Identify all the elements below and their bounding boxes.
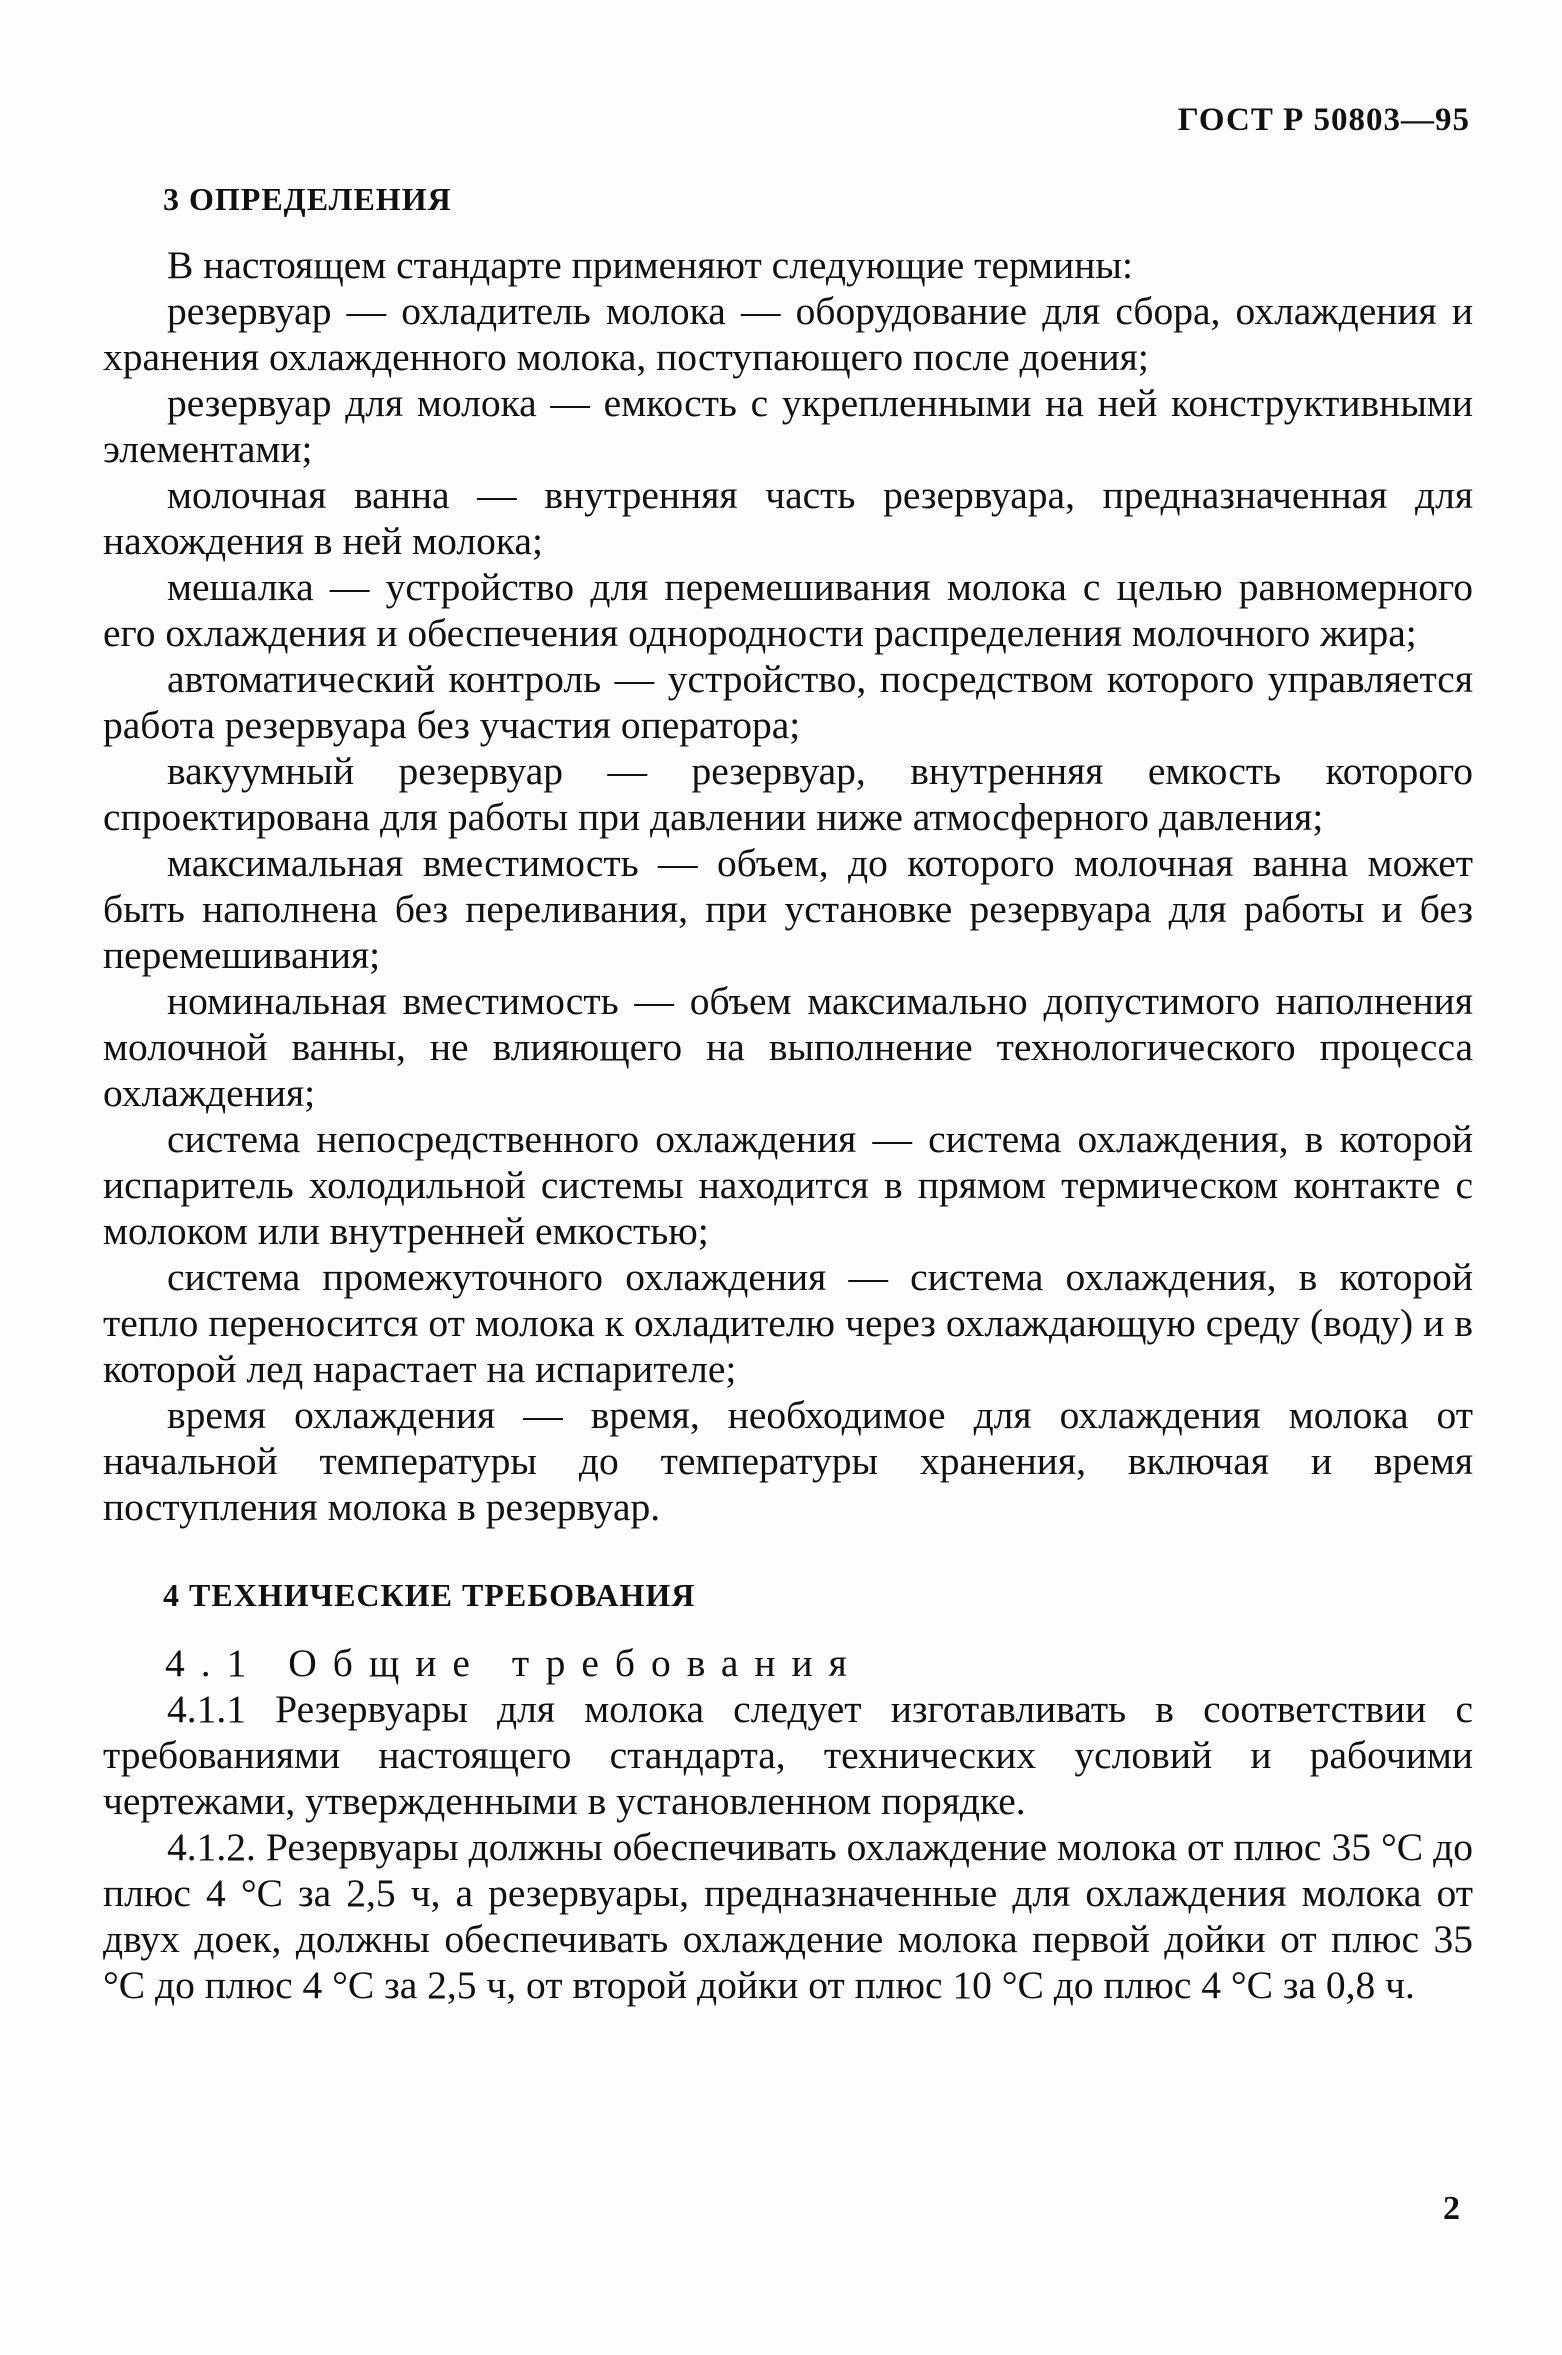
page-content: [103, 176, 1473, 2008]
definition-paragraph: вакуумный резервуар — резервуар, внутренняя емкость которого спроектирована для работы при давлении ниже атмосферного давления;: [103, 749, 1473, 839]
definition-paragraph: резервуар для молока — емкость с укрепленными на ней конструктивными элементами;: [103, 381, 1473, 471]
definition-paragraph: автоматический контроль — устройство, посредством которого управляется работа резервуара без участия оператора;: [103, 657, 1473, 747]
definition-paragraph: система промежуточного охлаждения — система охлаждения, в которой тепло переносится от молока к охладителю через охлаждающую среду (воду) и в которой лед нарастает на испарителе;: [103, 1255, 1473, 1391]
definition-paragraph: максимальная вместимость — объем, до которого молочная ванна может быть наполнена без переливания, при установке резервуара для работы и без перемешивания;: [103, 841, 1473, 977]
requirement-paragraph: 4.1.2. Резервуары должны обеспечивать охлаждение молока от плюс 35 °С до плюс 4 °С за 2,5 ч, а резервуары, предназначенные для охлаждения молока от двух доек, должны обеспечивать охлаждение молока первой дойки от плюс 35 °С до плюс 4 °С за 2,5 ч, от второй дойки от плюс 10 °С до плюс 4 °С за 0,8 ч.: [103, 1825, 1473, 2007]
definition-paragraph: мешалка — устройство для перемешивания молока с целью равномерного его охлаждения и обеспечения однородности распределения молочного жира;: [103, 565, 1473, 655]
section-3-intro: В настоящем стандарте применяют следующие термины:: [167, 243, 1133, 287]
section-4-title: 4 ТЕХНИЧЕСКИЕ ТРЕБОВАНИЯ: [163, 1577, 696, 1613]
definition-paragraph: молочная ванна — внутренняя часть резервуара, предназначенная для нахождения в ней молока;: [103, 473, 1473, 563]
page-number: 2: [1443, 2190, 1460, 2227]
subsection-4-1-title: 4.1 Общие требования: [165, 1641, 863, 1685]
definition-paragraph: система непосредственного охлаждения — система охлаждения, в которой испаритель холодильной системы находится в прямом термическом контакте с молоком или внутренней емкостью;: [103, 1117, 1473, 1253]
definition-paragraph: резервуар — охладитель молока — оборудование для сбора, охлаждения и хранения охлажденного молока, поступающего после доения;: [103, 289, 1473, 379]
definition-paragraph: время охлаждения — время, необходимое для охлаждения молока от начальной температуры до температуры хранения, включая и время поступления молока в резервуар.: [103, 1393, 1473, 1529]
definition-paragraph: номинальная вместимость — объем максимально допустимого наполнения молочной ванны, не влияющего на выполнение технологического процесса охлаждения;: [103, 979, 1473, 1115]
section-3-title: 3 ОПРЕДЕЛЕНИЯ: [163, 181, 452, 217]
document-code-header: ГОСТ Р 50803—95: [1177, 102, 1470, 138]
requirement-paragraph: 4.1.1 Резервуары для молока следует изготавливать в соответствии с требованиями настоящего стандарта, технических условий и рабочими чертежами, утвержденными в установленном порядке.: [103, 1687, 1473, 1823]
